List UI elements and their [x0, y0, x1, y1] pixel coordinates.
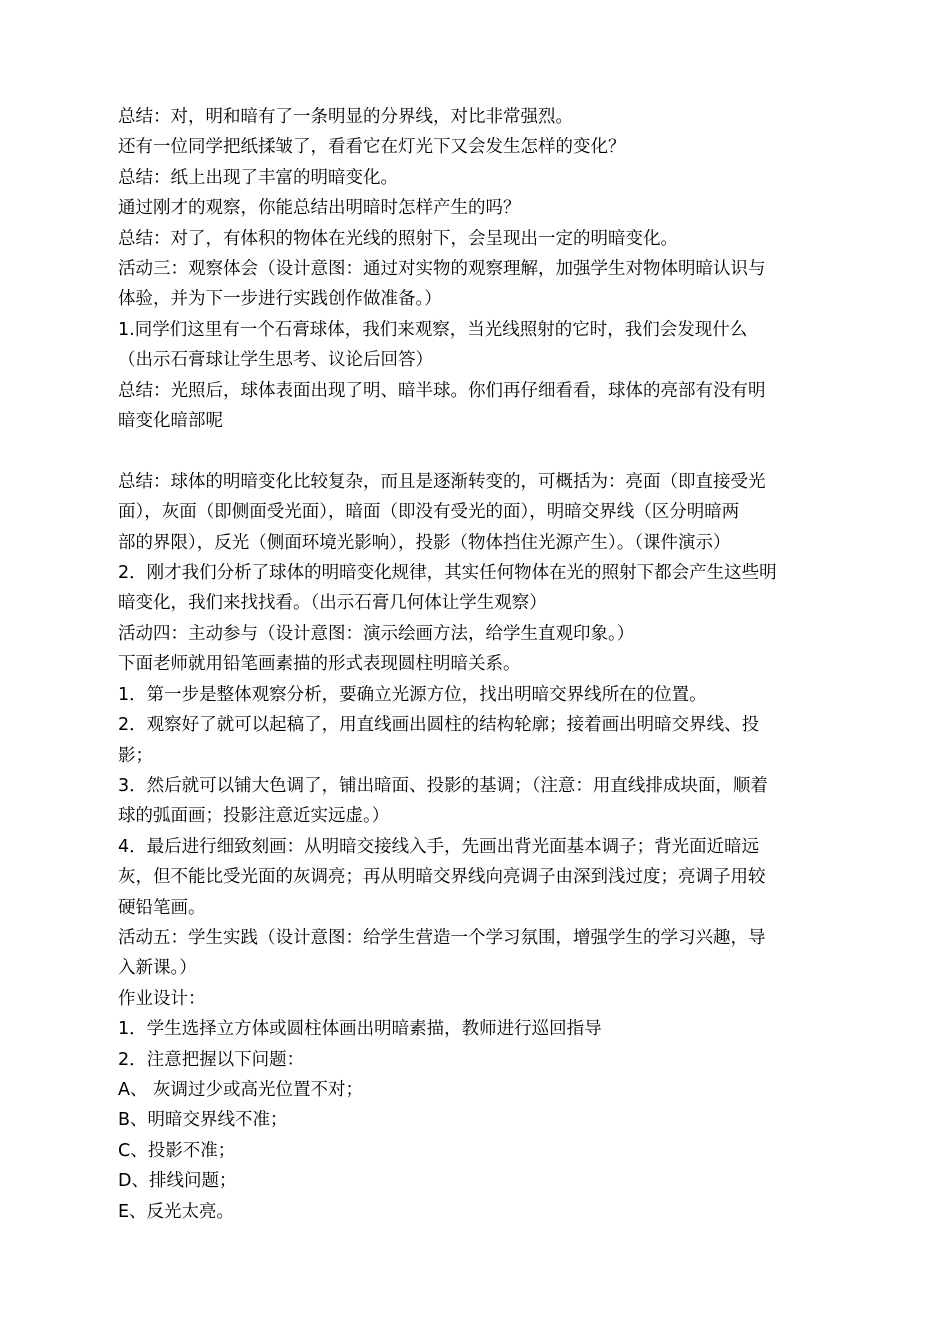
- text-line: 3．然后就可以铺大色调了，铺出暗面、投影的基调；（注意：用直线排成块面，顺着: [118, 775, 768, 796]
- text-line: 2．刚才我们分析了球体的明暗变化规律，其实任何物体在光的照射下都会产生这些明: [118, 563, 777, 584]
- text-line: 体验，并为下一步进行实践创作做准备。）: [118, 289, 442, 310]
- text-line: 还有一位同学把纸揉皱了，看看它在灯光下又会发生怎样的变化？: [118, 137, 626, 158]
- text-line: 总结：光照后，球体表面出现了明、暗半球。你们再仔细看看，球体的亮部有没有明: [118, 380, 766, 401]
- text-line: 总结：对，明和暗有了一条明显的分界线，对比非常强烈。: [118, 107, 573, 127]
- text-line: 活动三：观察体会（设计意图：通过对实物的观察理解，加强学生对物体明暗认识与: [118, 259, 766, 280]
- text-line: 总结：球体的明暗变化比较复杂，而且是逐渐转变的，可概括为：亮面（即直接受光: [118, 471, 766, 492]
- text-line: 1．学生选择立方体或圆柱体画出明暗素描，教师进行巡回指导: [118, 1019, 602, 1040]
- text-line: 1．第一步是整体观察分析，要确立光源方位，找出明暗交界线所在的位置。: [118, 684, 707, 705]
- text-line: 下面老师就用铅笔画素描的形式表现圆柱明暗关系。: [118, 654, 521, 675]
- text-line: （出示石膏球让学生思考、议论后回答）: [118, 350, 433, 371]
- text-line: 1.同学们这里有一个石膏球体，我们来观察，当光线照射的它时，我们会发现什么: [118, 319, 748, 340]
- text-line: 活动四：主动参与（设计意图：演示绘画方法，给学生直观印象。）: [118, 623, 635, 644]
- text-line: E、反光太亮。: [118, 1201, 235, 1222]
- text-line: 作业设计：: [118, 988, 206, 1009]
- text-line: D、排线问题；: [118, 1171, 237, 1192]
- text-line: 4．最后进行细致刻画：从明暗交接线入手，先画出背光面基本调子；背光面近暗远: [118, 836, 760, 857]
- text-line: C、投影不准；: [118, 1140, 236, 1161]
- text-line: 球的弧面画；投影注意近实远虚。）: [118, 806, 390, 827]
- text-line: 硬铅笔画。: [118, 897, 206, 918]
- text-line: 2．注意把握以下问题：: [118, 1049, 305, 1070]
- text-line: 暗变化暗部呢: [118, 411, 223, 432]
- text-line: A、 灰调过少或高光位置不对；: [118, 1079, 364, 1100]
- blank-line: [118, 436, 838, 466]
- text-line: 影；: [118, 745, 153, 766]
- text-line: 面），灰面（即侧面受光面），暗面（即没有受光的面），明暗交界线（区分明暗两: [118, 502, 740, 523]
- text-line: 活动五：学生实践（设计意图：给学生营造一个学习氛围，增强学生的学习兴趣，导: [118, 927, 766, 948]
- text-line: 暗变化，我们来找找看。（出示石膏几何体让学生观察）: [118, 593, 547, 614]
- text-line: 总结：纸上出现了丰富的明暗变化。: [118, 167, 398, 188]
- text-line: 部的界限），反光（侧面环境光影响），投影（物体挡住光源产生）。（课件演示）: [118, 532, 731, 553]
- document-body: [118, 102, 838, 1227]
- text-line: 入新课。）: [118, 958, 197, 979]
- text-line: 通过刚才的观察，你能总结出明暗时怎样产生的吗？: [118, 198, 521, 219]
- text-line: 总结：对了，有体积的物体在光线的照射下，会呈现出一定的明暗变化。: [118, 228, 678, 249]
- text-line: 2．观察好了就可以起稿了，用直线画出圆柱的结构轮廓；接着画出明暗交界线、投: [118, 715, 760, 736]
- text-line: B、明暗交界线不准；: [118, 1110, 288, 1131]
- text-line: 灰，但不能比受光面的灰调亮；再从明暗交界线向亮调子由深到浅过度；亮调子用较: [118, 867, 766, 888]
